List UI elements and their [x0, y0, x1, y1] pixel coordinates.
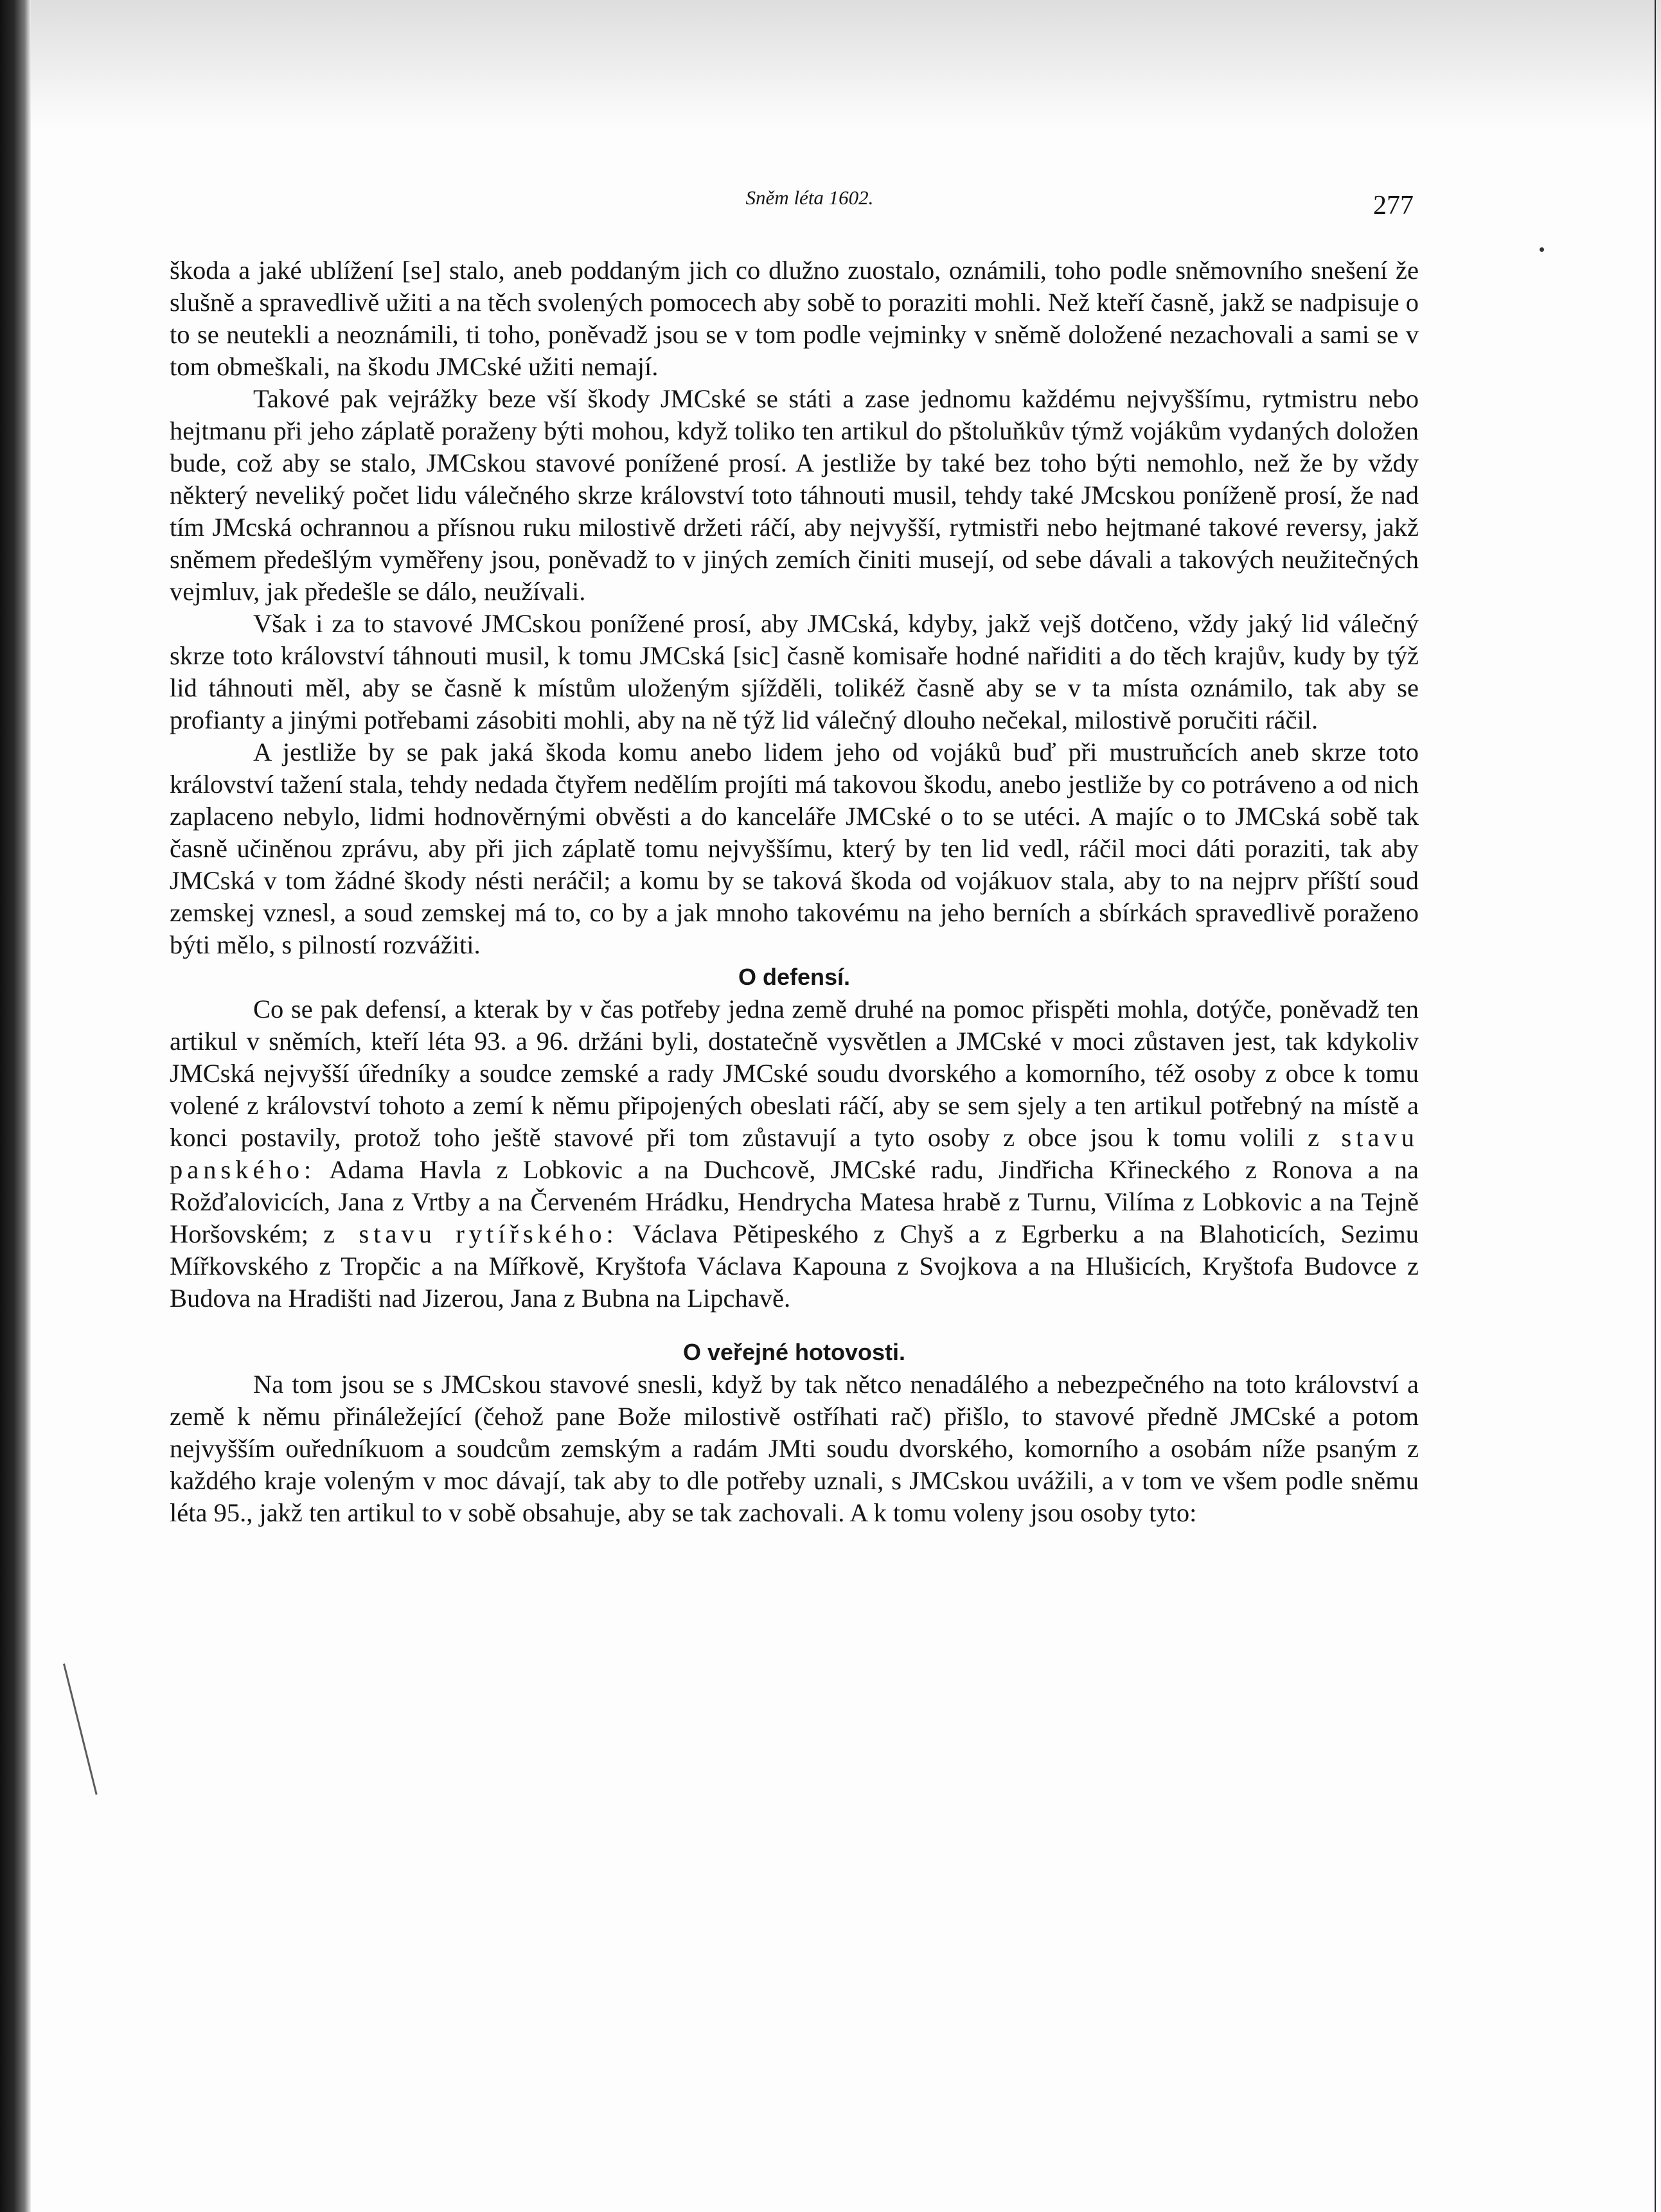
- scan-binding-shadow: [0, 0, 31, 2212]
- estate-knights-label: z stavu rytířského:: [323, 1219, 618, 1248]
- margin-dot-mark: [1540, 247, 1544, 252]
- running-head: Sněm léta 1602.: [745, 186, 874, 209]
- paragraph-hotovost: Na tom jsou se s JMCskou stavové snesli, když by tak nětco nenadálého a nebezpečného na toto království a země k němu přináležející (čehož pane Bože milostivě ostříhati rač) přišlo, to stavové předně JMCské a potom nejvyšším ouředníkuom a soudcům zemským a radám JMti soudu dvorského, komorního a osobám níže psaným z každého kraje voleným v moc dávají, tak aby to dle potřeby uznali, s JMCskou uvážili, a v tom ve všem podle sněmu léta 95., jakž ten artikul to v sobě obsahuje, aby se tak zachovali. A k tomu voleny jsou osoby tyto:: [170, 1370, 1419, 1527]
- knights-list: Václava Pětipeského z Chyš a z Egrberku a na Blahoticích, Sezimu Mířkovského z Tropčic a na Mířkově, Kryštofa Václava Kapouna z Svojkova a na Hlušicích, Kryštofa Budovce z Budova na Hradišti nad Jizerou, Jana z Bubna na Lipchavě.: [170, 1219, 1419, 1313]
- paragraph-komisare: Však i za to stavové JMCskou ponížené prosí, aby JMCská, kdyby, jakž vejš dotčeno, vždy jaký lid válečný skrze toto království táhnouti musil, k tomu JMCská [sic] časně komisaře hodné nařiditi a do těch krajův, kudy by týž lid táhnouti měl, aby se časně k místům uloženým sjížděli, tolikéž časně aby se v ta místa oznámilo, tak aby se profianty a jinými potřebami zásobiti mohli, aby na ně týž lid válečný dlouho nečekal, milostivě poručiti ráčil.: [170, 609, 1419, 734]
- scan-right-border: [1655, 0, 1656, 2212]
- section-heading-hotovost: O veřejné hotovosti.: [682, 1339, 906, 1365]
- paragraph-defensi: [170, 993, 1419, 1314]
- lords-list: Adama Havla z Lobkovic a na Duchcově, JMCské radu, Jindřicha Křineckého z Ronova a na Rožďalovicích, Jana z Vrtby a na Červeném Hrádku, Hendrycha Matesa hrabě z Turnu, Vilíma z Lobkovic a na Tejně Horšovském;: [170, 1155, 1419, 1248]
- page-body: [170, 254, 1419, 1529]
- scan-top-shading: [31, 0, 1661, 128]
- margin-pencil-mark: [63, 1663, 98, 1794]
- section-heading-defensi: O defensí.: [738, 964, 851, 990]
- page-number: 277: [1373, 191, 1414, 220]
- defensi-text-start: Co se pak defensí, a kterak by v čas potřeby jedna země druhé na pomoc přispěti mohla, dotýče, poněvadž ten artikul v sněmích, kteří léta 93. a 96. držáni byli, dostatečně vysvětlen a JMCské v moci zůstaven jest, tak kdykoliv JMCská nejvyšší úředníky a soudce zemské a rady JMCské soudu dvorského a komorního, též osoby z obce k tomu volené z království tohoto a zemí k němu připojených obeslati ráčí, aby se sem sjely a ten artikul potřebný na místě a konci postavily, protož toho ještě stavové při tom zůstavují a tyto osoby z obce jsou k tomu volili: [170, 995, 1419, 1152]
- paragraph-skoda: A jestliže by se pak jaká škoda komu anebo lidem jeho od vojáků buď při mustruňcích aneb skrze toto království tažení stala, tehdy nedada čtyřem nedělím projíti má takovou škodu, anebo jestliže by co potráveno a od nich zaplaceno nebylo, lidmi hodnověrnými obvěsti a do kanceláře JMCské o to se utéci. A majíc o to JMCská sobě tak časně učiněnou zprávu, aby při jich záplatě tomu nejvyššímu, který by ten lid vedl, ráčil moci dáti poraziti, tak aby JMCská v tom žádné škody nésti neráčil; a komu by se taková škoda od vojákuov stala, aby to na nejprv příští soud zemskej vznesl, a soud zemskej má to, co by a jak mnoho takovému na jeho berních a sbírkách spravedlivě poraženo býti mělo, s pilností rozvážiti.: [170, 738, 1419, 959]
- estate-lords-label: z stavu panského:: [170, 1123, 1419, 1184]
- paragraph-continued: škoda a jaké ublížení [se] stalo, aneb poddaným jich co dlužno zuostalo, oznámili, toho podle sněmovního snešení že slušně a spravedlivě užiti a na těch svolených pomocech aby sobě to poraziti mohli. Než kteří časně, jakž se nadpisuje o to se neutekli a neoznámili, ti toho, poněvadž jsou se v tom podle vejminky v sněmě doložené nezachovali a sami se v tom obmeškali, na škodu JMCské užiti nemají.: [170, 256, 1419, 381]
- paragraph-vejrazky: Takové pak vejrážky beze vší škody JMCské se státi a zase jednomu každému nejvyššímu, rytmistru nebo hejtmanu při jeho záplatě poraženy býti mohou, když toliko ten artikul do pštoluňkův týmž vojákům vydaných doložen bude, což aby se stalo, JMCskou stavové ponížené prosí. A jestliže by také bez toho býti nemohlo, než že by vždy některý neveliký počet lidu válečného skrze království toto táhnouti musil, tehdy také JMcskou poníženě prosí, že nad tím JMcská ochrannou a přísnou ruku milostivě držeti ráčí, aby nejvyšší, rytmistři nebo hejtmané takové reversy, jakž sněmem předešlým vyměřeny jsou, poněvadž to v jiných zemích činiti musejí, od sebe dávali a takových neužitečných vejmluv, jak předešle se dálo, neužívali.: [170, 384, 1419, 606]
